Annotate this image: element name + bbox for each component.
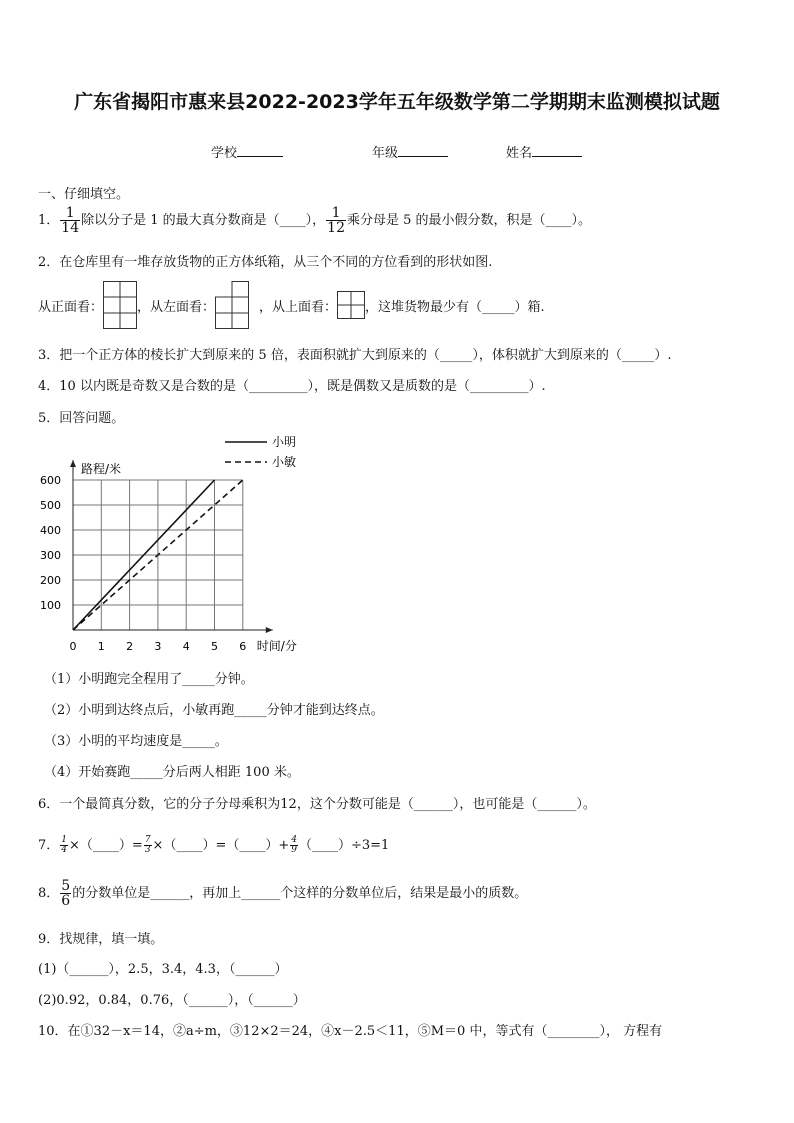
grade-field — [372, 142, 448, 161]
question-8: 8． $\frac{5}{6}$ 的分数单位是______，再加上______个这样的分数单位后，结果是最小的质数。 — [38, 878, 528, 909]
question-3: 3．把一个正方体的棱长扩大到原来的 5 倍，表面积就扩大到原来的（_____），体积就扩大到原来的（_____）. — [38, 348, 672, 363]
front-view-icon — [103, 281, 137, 329]
question-2: 2．在仓库里有一堆存放货物的正方体纸箱，从三个不同的方位看到的形状如图. — [38, 255, 493, 270]
name-label: 姓名 — [506, 146, 533, 161]
fraction: $\frac{1}{12}$ — [327, 205, 345, 236]
left-view-icon — [215, 281, 249, 329]
y-tick-label: 200 — [40, 574, 61, 587]
question-6: 6．一个最简真分数，它的分子分母乘积为12，这个分数可能是（______），也可能是（______）。 — [38, 797, 596, 812]
question-5: 5．回答问题。 — [38, 411, 125, 426]
question-4: 4．10 以内既是奇数又是合数的是（_________），既是偶数又是质数的是（_________）. — [38, 379, 546, 394]
question-7: 7． $\frac{1}{4}$ ×（____）= $\frac{7}{3}$ ×（____）=（____）+ $\frac{4}{9}$ （____）÷3=1 — [38, 835, 390, 855]
y-tick-label: 300 — [40, 549, 61, 562]
question-1: 1． $\frac{1}{14}$ 除以分子是 1 的最大真分数商是（____）， $\frac{1}{12}$ 乘分母是 5 的最小假分数，积是（____）。 — [38, 205, 592, 236]
x-tick-label: 5 — [211, 640, 218, 653]
x-tick-label: 2 — [126, 640, 134, 653]
legend-label: 小敏 — [272, 455, 297, 469]
page-title: 广东省揭阳市惠来县2022-2023学年五年级数学第二学期期末监测模拟试题 — [74, 91, 720, 113]
question-9: 9．找规律，填一填。 — [38, 932, 164, 947]
x-tick-label: 0 — [69, 640, 77, 653]
question-10: 10．在①32－x＝14，②a÷m，③12×2＝24，④x－2.5＜11，⑤M＝0 中，等式有（________）， 方程有 — [38, 1024, 663, 1039]
q5-sub1: （1）小明跑完全程用了_____分钟。 — [44, 672, 254, 687]
y-tick-label: 500 — [40, 499, 61, 512]
y-axis-arrow-icon — [70, 460, 76, 467]
x-tick-label: 1 — [97, 640, 105, 653]
school-field — [211, 142, 283, 161]
grade-blank[interactable] — [398, 144, 448, 157]
x-axis-arrow-icon — [266, 627, 273, 633]
y-tick-label: 600 — [40, 474, 61, 487]
q9-line2: (2)0.92，0.84，0.76，（______），（______） — [38, 993, 306, 1008]
y-tick-label: 100 — [40, 599, 61, 612]
top-view-icon — [337, 291, 365, 319]
x-axis-label: 时间/分 — [256, 639, 297, 653]
school-label: 学校 — [211, 146, 238, 161]
x-tick-label: 4 — [182, 640, 190, 653]
name-field — [506, 142, 582, 161]
name-blank[interactable] — [532, 144, 582, 157]
q5-sub2: （2）小明到达终点后，小敏再跑_____分钟才能到达终点。 — [44, 703, 384, 718]
grade-label: 年级 — [372, 146, 399, 161]
y-tick-label: 400 — [40, 524, 61, 537]
y-axis-label: 路程/米 — [81, 462, 122, 476]
x-tick-label: 6 — [239, 640, 247, 653]
x-tick-label: 3 — [154, 640, 162, 653]
q5-sub3: （3）小明的平均速度是_____。 — [44, 734, 228, 749]
fraction: $\frac{1}{14}$ — [61, 205, 80, 236]
distance-time-chart — [30, 430, 330, 660]
section-heading: 一、仔细填空。 — [38, 187, 130, 202]
q5-sub4: （4）开始赛跑_____分后两人相距 100 米。 — [44, 765, 300, 780]
question-2-views: 从正面看： ，从左面看： ，从上面看： ，这堆货物最少有（_____）箱. — [38, 280, 545, 330]
school-blank[interactable] — [237, 144, 283, 157]
q9-line1: (1)（______），2.5，3.4，4.3，（______） — [38, 962, 288, 977]
legend-label: 小明 — [272, 435, 297, 449]
